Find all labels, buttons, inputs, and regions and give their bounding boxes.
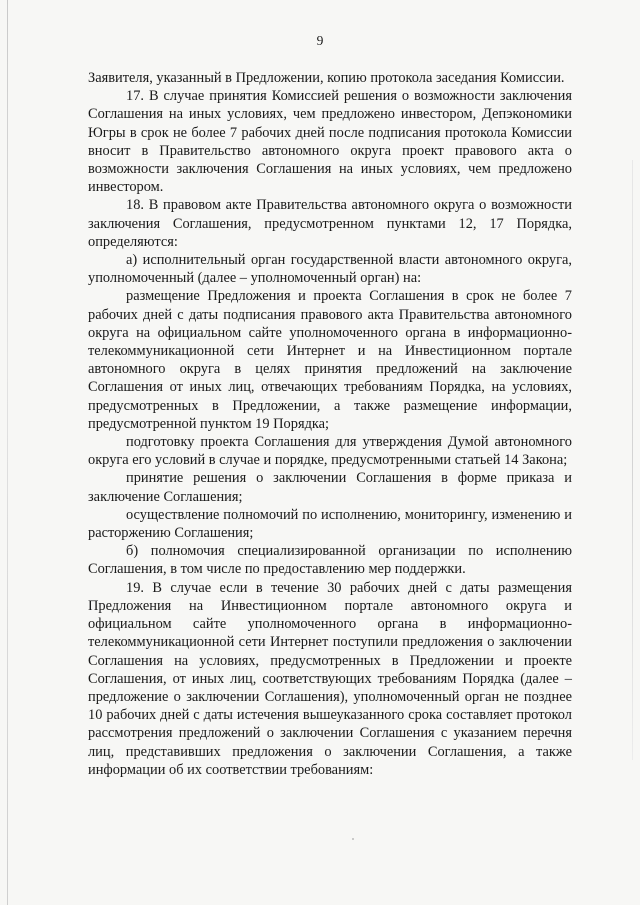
- paragraph-18-a-decision: принятие решения о заключении Соглашения в форме приказа и заключение Соглашения;: [88, 470, 572, 505]
- paragraph-18: 18. В правовом акте Правительства автономного округа о возможности заключения Соглашения, предусмотренном пунктами 12, 17 Порядка, определяются:: [88, 197, 572, 250]
- scan-edge-left: [7, 0, 8, 905]
- paragraph-18-a-preparation: подготовку проекта Соглашения для утверждения Думой автономного округа его условий в случае и порядке, предусмотренными статьей 14 Закона;: [88, 434, 572, 469]
- page-number: 9: [316, 33, 324, 48]
- paragraph-18-a: а) исполнительный орган государственной власти автономного округа, уполномоченный (далее – уполномоченный орган) на:: [88, 252, 572, 287]
- paragraph-18-a-placement: размещение Предложения и проекта Соглашения в срок не более 7 рабочих дней с даты подписания правового акта Правительства автономного округа на официальном сайте уполномоченного органа в информационно-телекоммуникационной сети Интернет и на Инвестиционном портале автономного округа в целях принятия предложений на заключение Соглашения от иных лиц, отвечающих требованиям Порядка, на условиях, предусмотренных в Предложении, а также размещение информации, предусмотренной пунктом 19 Порядка;: [88, 288, 572, 432]
- paragraph-continuation: Заявителя, указанный в Предложении, копию протокола заседания Комиссии.: [88, 70, 565, 86]
- document-body: [88, 69, 572, 779]
- paragraph-18-a-powers: осуществление полномочий по исполнению, мониторингу, изменению и расторжению Соглашения;: [88, 506, 572, 542]
- paragraph-18-b: б) полномочия специализированной организации по исполнению Соглашения, в том числе по предоставлению мер поддержки.: [88, 543, 572, 578]
- scan-edge-right: [632, 160, 633, 760]
- paragraph-17: 17. В случае принятия Комиссией решения о возможности заключения Соглашения на иных условиях, чем предложено инвестором, Депэкономики Югры в срок не более 7 рабочих дней после подписания протокола Комиссии вносит в Правительство автономного округа проект правового акта о возможности заключения Соглашения на иных условиях, чем предложено инвестором.: [88, 88, 572, 196]
- scan-speck: [352, 838, 354, 840]
- paragraph-19: 19. В случае если в течение 30 рабочих дней с даты размещения Предложения на Инвестиционном портале автономного округа и официальном сайте уполномоченного органа в информационно-телекоммуникационной сети Интернет поступили предложения о заключении Соглашения на условиях, предусмотренных в Предложении и проекте Соглашения, от иных лиц, соответствующих требованиям Порядка (далее – предложение о заключении Соглашения), уполномоченный орган не позднее 10 рабочих дней с даты истечения вышеуказанного срока составляет протокол рассмотрения предложений о заключении Соглашения с указанием перечня лиц, представивших предложения о заключении Соглашения, а также информации об их соответствии требованиям:: [88, 579, 572, 778]
